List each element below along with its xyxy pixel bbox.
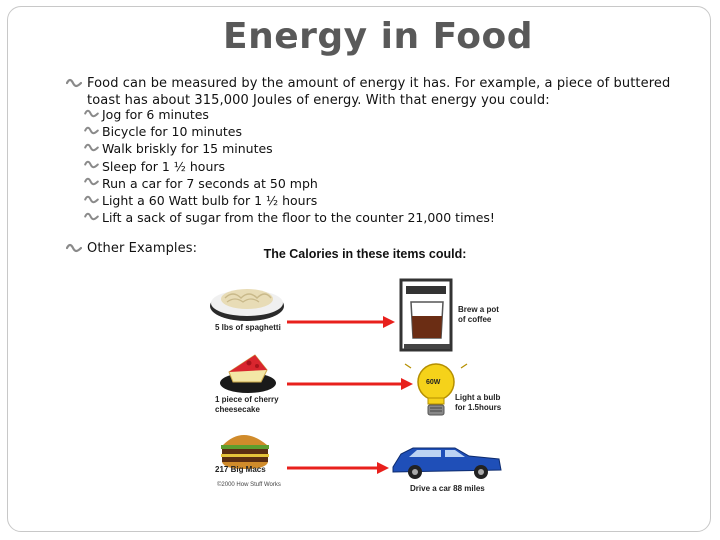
- list-item: [84, 140, 495, 157]
- list-item-text: Jog for 6 minutes: [102, 107, 209, 123]
- list-item: [84, 175, 495, 192]
- intro-text: Food can be measured by the amount of energy it has. For example, a piece of buttered toast has about 315,000 Joules of energy. With that energy you could:: [87, 76, 671, 108]
- burger-icon: [221, 435, 269, 469]
- bullet-icon: [84, 195, 102, 207]
- bullet-icon: [84, 212, 102, 224]
- arrow-row-3: [287, 462, 389, 474]
- bullet-icon: [66, 78, 84, 90]
- bullet-icon: [84, 109, 102, 121]
- bullet-icon: [84, 126, 102, 138]
- list-item-text: Walk briskly for 15 minutes: [102, 141, 273, 157]
- arrow-row-1: [287, 316, 395, 328]
- list-item: [84, 209, 495, 226]
- cheesecake-icon: [220, 355, 276, 393]
- figure-graphics: [205, 240, 505, 495]
- bullet-icon: [66, 243, 84, 255]
- other-examples-bullet: [66, 240, 227, 257]
- energy-examples-list: [84, 106, 495, 226]
- car-icon: [393, 448, 501, 479]
- other-examples-label: Other Examples:: [87, 241, 198, 256]
- spaghetti-icon: [210, 289, 284, 321]
- figure-title: The Calories in these items could:: [263, 247, 467, 261]
- list-item-text: Light a 60 Watt bulb for 1 ½ hours: [102, 193, 318, 209]
- list-item: [84, 158, 495, 175]
- list-item: [84, 192, 495, 209]
- list-item: [84, 106, 495, 123]
- bullet-icon: [84, 143, 102, 155]
- bulb-wattage: 60W: [426, 379, 441, 386]
- food-label-cheesecake: 1 piece of cherry cheesecake: [215, 395, 279, 414]
- bullet-icon: [84, 177, 102, 189]
- list-item-text: Lift a sack of sugar from the floor to the counter 21,000 times!: [102, 210, 495, 226]
- coffee-maker-icon: [401, 280, 451, 350]
- figure-copyright: ©2000 How Stuff Works: [217, 482, 281, 488]
- result-label-car: Drive a car 88 miles: [410, 484, 485, 493]
- result-label-bulb: Light a bulb for 1.5hours: [455, 393, 502, 412]
- list-item: [84, 123, 495, 140]
- list-item-text: Run a car for 7 seconds at 50 mph: [102, 175, 318, 191]
- food-label-spaghetti: 5 lbs of spaghetti: [215, 323, 281, 332]
- list-item-text: Bicycle for 10 minutes: [102, 124, 242, 140]
- bullet-icon: [84, 160, 102, 172]
- list-item-text: Sleep for 1 ½ hours: [102, 158, 226, 174]
- food-label-bigmacs: 217 Big Macs: [215, 465, 266, 474]
- result-label-coffee: Brew a pot of coffee: [458, 305, 499, 324]
- calories-figure: [205, 240, 505, 495]
- intro-bullet: [66, 75, 671, 109]
- slide-title: Energy in Food: [222, 16, 534, 57]
- arrow-row-2: [287, 378, 413, 390]
